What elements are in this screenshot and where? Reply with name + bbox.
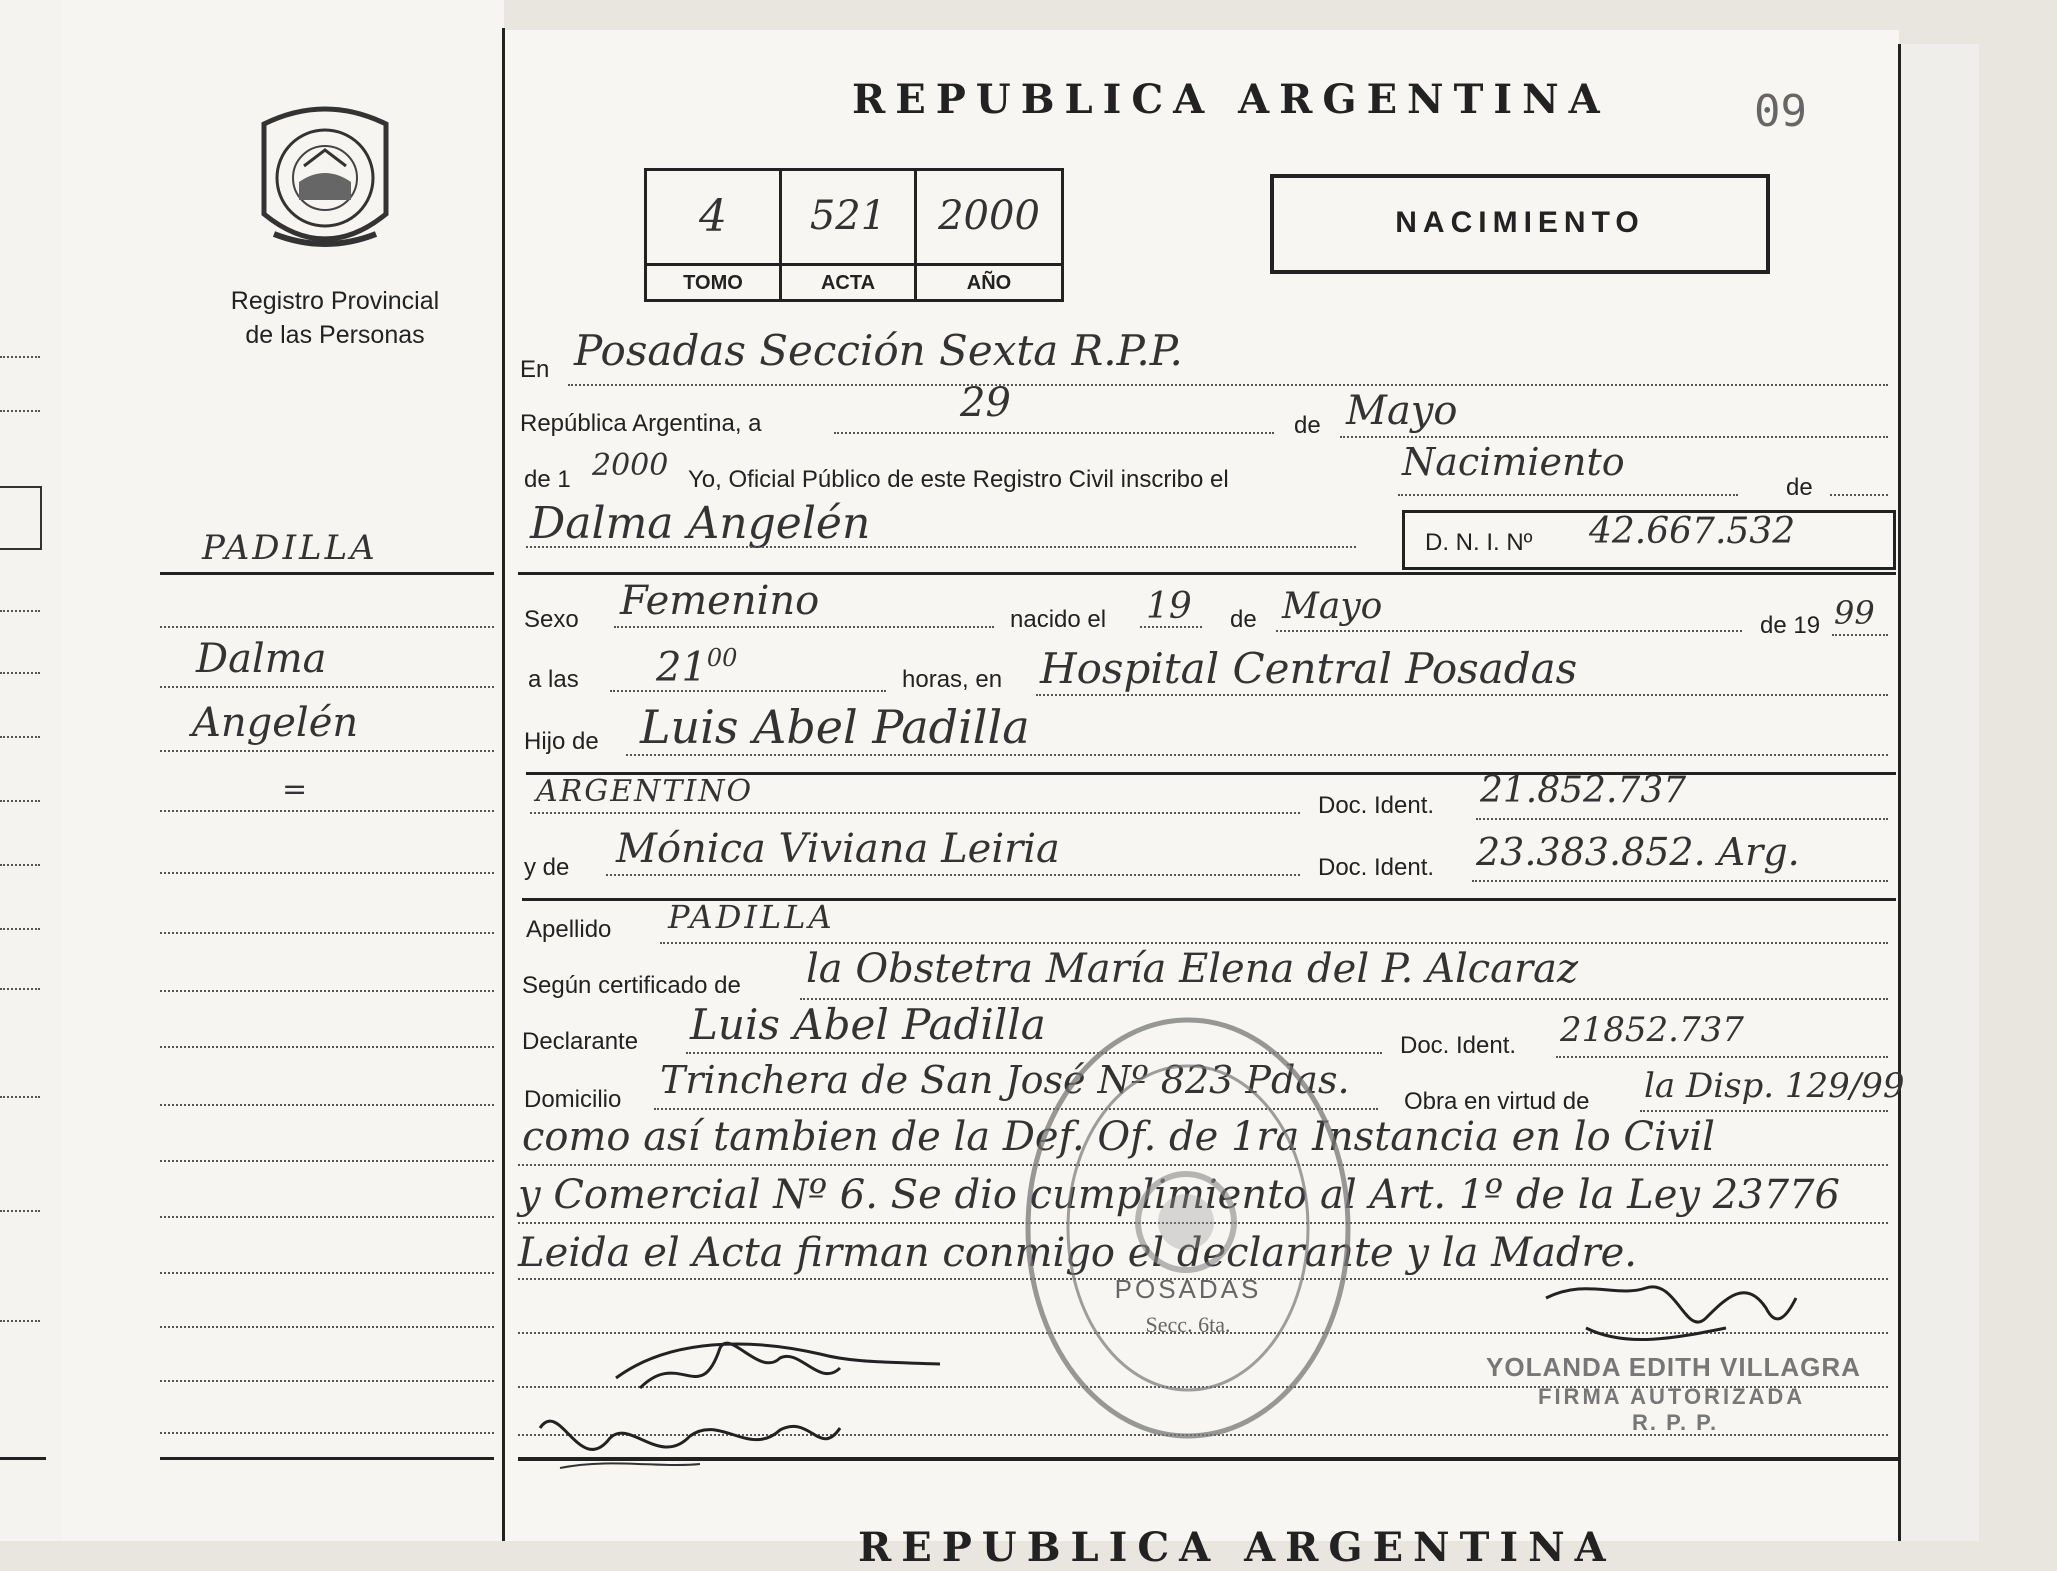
next-page-edge — [1899, 44, 1979, 1541]
ano-value: 2000 — [938, 193, 1040, 239]
child-name-line — [526, 546, 1356, 548]
horas-label: horas, en — [902, 666, 1003, 693]
official-title: FIRMA AUTORIZADA — [1538, 1384, 1806, 1409]
decl-doc-line — [1556, 1056, 1888, 1058]
strip-line — [0, 800, 40, 802]
declarante-label: Declarante — [522, 1028, 639, 1055]
section-rule-1 — [518, 572, 1896, 575]
year-prefix: de 1 — [524, 466, 571, 493]
en-line — [568, 384, 1888, 386]
tomo-label: TOMO — [647, 263, 779, 295]
page-number: 09 — [1754, 86, 1807, 137]
ano-cell — [917, 171, 1061, 299]
stub-line — [160, 1272, 494, 1274]
acta-label: ACTA — [782, 263, 914, 295]
stub-line — [160, 750, 494, 752]
acta-value: 521 — [809, 193, 887, 239]
year-value: 2000 — [592, 448, 669, 483]
de2-label: de — [1786, 474, 1813, 501]
de2-line — [1830, 494, 1888, 496]
org-line-1: Registro Provincial — [230, 287, 440, 315]
stub-surname: PADILLA — [202, 528, 378, 568]
stub-line — [160, 626, 494, 628]
stub-line — [160, 1216, 494, 1218]
birth-year: 99 — [1834, 594, 1875, 632]
official-name: YOLANDA EDITH VILLAGRA — [1486, 1352, 1861, 1382]
dni-value: 42.667.532 — [1589, 511, 1796, 552]
stub-line — [160, 1160, 494, 1162]
birth-day-line — [1140, 626, 1202, 628]
birth-year-line — [1832, 634, 1888, 636]
stub-name-2: Angelén — [192, 700, 359, 746]
org-line-2: de las Personas — [245, 321, 425, 349]
apellido-value: PADILLA — [668, 898, 835, 936]
de-label: de — [1294, 412, 1321, 439]
ano-label: AÑO — [917, 263, 1061, 295]
stub-line — [160, 686, 494, 688]
stub-line — [160, 990, 494, 992]
father-line — [626, 754, 1888, 756]
strip-rule — [0, 1457, 46, 1460]
birth-month-line — [1276, 630, 1742, 632]
father-name: Luis Abel Padilla — [640, 700, 1030, 754]
text-line-2: y Comercial Nº 6. Se dio cumplimiento al Art. 1º de la Ley 23776 — [518, 1172, 1840, 1218]
mother-doc: 23.383.852. Arg. — [1476, 830, 1800, 874]
next-record-title: REPUBLICA ARGENTINA — [858, 1524, 1616, 1571]
sexo-label: Sexo — [524, 606, 579, 633]
stub-line — [160, 1380, 494, 1382]
page-title: REPUBLICA ARGENTINA — [852, 76, 1610, 123]
previous-page-edge — [0, 0, 64, 1541]
strip-line — [0, 356, 40, 358]
province-seal-icon — [254, 104, 396, 258]
apellido-label: Apellido — [526, 916, 612, 943]
birth-year-label: de 19 — [1760, 612, 1821, 639]
record-type: NACIMIENTO — [1395, 206, 1645, 239]
alas-label: a las — [528, 666, 579, 693]
text-line-3: Leida el Acta firman conmigo el declarante y la Madre. — [518, 1230, 1638, 1276]
place-line — [1036, 694, 1888, 696]
inscribo-value: Nacimiento — [1402, 440, 1625, 484]
father-doc: 21.852.737 — [1480, 770, 1687, 811]
father-doc-label: Doc. Ident. — [1318, 792, 1435, 819]
hour-number: 21 — [656, 644, 707, 691]
stub-bottom-rule — [160, 1457, 494, 1460]
segun-label: Según certificado de — [522, 972, 741, 999]
stub-name-1: Dalma — [196, 636, 327, 682]
official-stamp-icon — [1018, 1010, 1358, 1446]
declarant-signature-icon — [520, 1318, 980, 1494]
republica-label: República Argentina, a — [520, 410, 762, 437]
mother-name: Mónica Viviana Leiria — [616, 826, 1060, 872]
text-line-1: como así tambien de la Def. Of. de 1ra Instancia en lo Civil — [522, 1114, 1715, 1160]
strip-line — [0, 1320, 40, 1322]
place-value: Hospital Central Posadas — [1040, 644, 1578, 693]
yde-label: y de — [524, 854, 570, 881]
decl-doc-label: Doc. Ident. — [1400, 1032, 1517, 1059]
sexo-line — [614, 626, 994, 628]
birth-month: Mayo — [1282, 586, 1383, 627]
strip-line — [0, 610, 40, 612]
obra-label: Obra en virtud de — [1404, 1088, 1590, 1115]
strip-box — [0, 486, 42, 550]
child-name: Dalma Angelén — [530, 498, 871, 549]
domicilio-label: Domicilio — [524, 1086, 622, 1113]
strip-line — [0, 1210, 40, 1212]
stub-surname-rule — [160, 572, 494, 575]
stamp-center-text: POSADAS — [1114, 1274, 1262, 1304]
tomo-cell — [647, 171, 782, 299]
en-label: En — [520, 356, 550, 383]
column-divider — [502, 28, 505, 1541]
hour-line — [610, 690, 886, 692]
hijo-label: Hijo de — [524, 728, 599, 755]
obra-value: la Disp. 129/99 — [1644, 1066, 1905, 1106]
stamp-sub-text: Secc. 6ta. — [1145, 1312, 1231, 1337]
hour-value — [656, 644, 737, 690]
stub-line — [160, 1432, 494, 1434]
registry-org-name — [210, 284, 460, 352]
nacido-label: nacido el — [1010, 606, 1107, 633]
day-value: 29 — [960, 380, 1011, 426]
tomo-value: 4 — [699, 191, 727, 242]
birth-de-label: de — [1230, 606, 1257, 633]
stub-line — [160, 872, 494, 874]
inscribo-label: Yo, Oficial Público de este Registro Civil inscribo el — [688, 466, 1229, 493]
sexo-value: Femenino — [620, 578, 820, 624]
strip-line — [0, 928, 40, 930]
dni-box — [1402, 510, 1896, 570]
day-line — [834, 432, 1274, 434]
stub-mark: = — [282, 772, 308, 807]
strip-line — [0, 1096, 40, 1098]
stub-line — [160, 1326, 494, 1328]
month-line — [1340, 436, 1888, 438]
strip-line — [0, 736, 40, 738]
declarante-value: Luis Abel Padilla — [690, 1000, 1046, 1049]
en-value: Posadas Sección Sexta R.P.P. — [574, 326, 1183, 375]
record-type-box — [1270, 174, 1770, 274]
mother-line — [606, 874, 1300, 876]
strip-line — [0, 864, 40, 866]
acta-cell — [782, 171, 917, 299]
month-value: Mayo — [1346, 388, 1458, 434]
dni-label: D. N. I. Nº — [1425, 529, 1533, 556]
registry-number-box — [644, 168, 1064, 302]
father-nat-line — [530, 812, 1300, 814]
father-nationality: ARGENTINO — [536, 774, 754, 809]
mother-doc-line — [1472, 880, 1888, 882]
domicilio-value: Trinchera de San José Nº 823 Pdas. — [660, 1058, 1350, 1102]
father-doc-line — [1476, 818, 1888, 820]
strip-line — [0, 672, 40, 674]
stub-line — [160, 810, 494, 812]
strip-line — [0, 988, 40, 990]
page-right-border — [1898, 44, 1901, 1541]
stub-line — [160, 932, 494, 934]
hour-minutes: 00 — [706, 644, 738, 672]
official-office: R. P. P. — [1632, 1410, 1719, 1435]
stub-line — [160, 1104, 494, 1106]
stub-line — [160, 1046, 494, 1048]
strip-line — [0, 410, 40, 412]
mother-doc-label: Doc. Ident. — [1318, 854, 1435, 881]
apellido-line — [660, 942, 1888, 944]
obra-line — [1640, 1110, 1888, 1112]
decl-doc: 21852.737 — [1560, 1010, 1744, 1050]
segun-value: la Obstetra María Elena del P. Alcaraz — [806, 946, 1579, 992]
inscribo-line — [1398, 494, 1738, 496]
birth-day: 19 — [1146, 586, 1192, 627]
